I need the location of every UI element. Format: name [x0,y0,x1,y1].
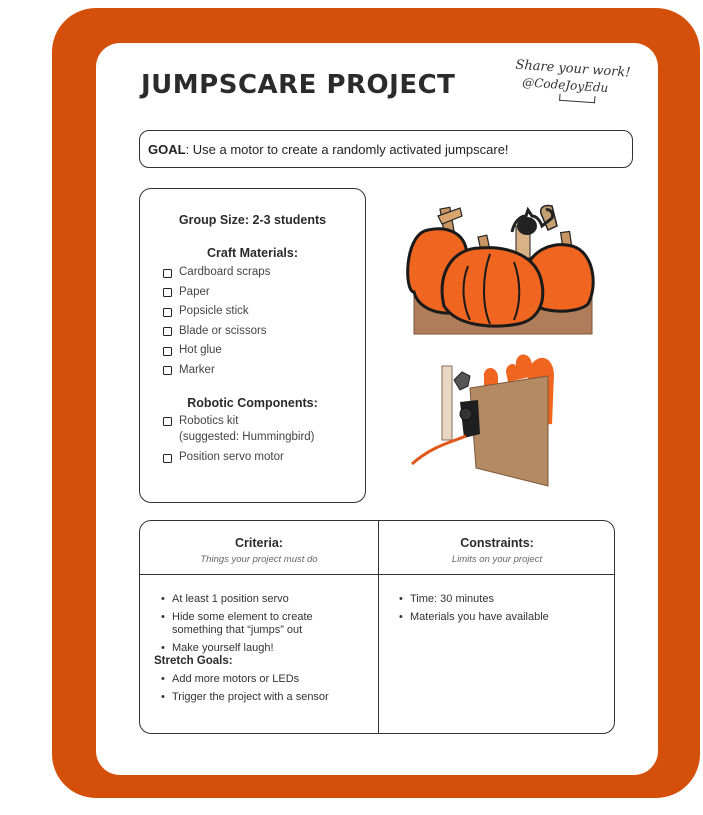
list-item-label: Marker [179,363,215,376]
list-item[interactable] [163,302,270,322]
list-item: • At least 1 position servo [161,593,361,606]
pumpkin-display-photo [408,205,593,334]
constraints-heading: Constraints: [460,536,534,550]
stretch-goals-heading: Stretch Goals: [154,655,233,667]
criteria-constraints-table [139,520,615,734]
list-item-label: Blade or scissors [179,324,267,337]
checkbox-icon[interactable] [163,347,172,356]
checkbox-icon[interactable] [163,269,172,278]
list-item: • Make yourself laugh! [161,642,361,655]
materials-card [139,188,366,503]
craft-materials-list [163,263,270,380]
list-item: • Time: 30 minutes [399,593,599,606]
column-divider [378,521,379,733]
checkbox-icon[interactable] [163,308,172,317]
list-item[interactable] [163,283,270,303]
goal-box [139,130,633,168]
list-item-label: Popsicle stick [179,305,249,317]
criteria-heading: Criteria: [235,536,283,550]
list-item[interactable] [163,341,270,361]
goal-label: GOAL [148,141,186,157]
list-item: • Materials you have available [399,611,599,624]
list-item: • Trigger the project with a sensor [161,691,341,704]
craft-materials-heading: Craft Materials: [207,246,298,260]
checkbox-icon[interactable] [163,288,172,297]
list-item-label: Hot glue [179,344,222,356]
checkbox-icon[interactable] [163,366,172,375]
group-size: Group Size: 2-3 students [178,213,327,227]
checkbox-icon[interactable] [163,327,172,336]
share-text: Share your work! [514,57,631,81]
list-item[interactable] [163,361,270,381]
list-item: • Add more motors or LEDs [161,673,341,686]
constraints-subheading: Limits on your project [451,554,543,565]
header-divider [140,574,614,575]
robotic-components-heading: Robotic Components: [187,396,318,410]
goal-text: : Use a motor to create a randomly activated jumpscare! [185,141,509,157]
social-handle: @CodeJoyEdu [521,75,609,96]
list-item-label: Paper [179,285,210,298]
constraints-list [399,593,599,629]
project-photos [402,196,598,496]
list-item[interactable] [163,448,315,468]
checkbox-icon[interactable] [163,454,172,463]
checkbox-icon[interactable] [163,417,172,426]
stretch-goals-list [161,673,341,709]
servo-mechanism-photo [412,354,554,486]
list-item-label: Robotics kit [179,415,239,427]
criteria-subheading: Things your project must do [200,554,318,565]
handle-underline [559,94,595,103]
robotic-components-list [163,413,315,468]
list-item[interactable] [163,263,270,283]
list-item-label: Position servo motor [179,451,284,463]
page-title: JUMPSCARE PROJECT [141,70,456,100]
list-item[interactable] [163,413,315,448]
list-item[interactable] [163,322,270,342]
list-item-sublabel: (suggested: Hummingbird) [179,431,315,443]
list-item-label: Cardboard scraps [179,266,271,278]
share-handwritten-note [506,57,649,119]
list-item: • Hide some element to create something that “jumps” out [161,611,361,637]
criteria-list [161,593,361,660]
